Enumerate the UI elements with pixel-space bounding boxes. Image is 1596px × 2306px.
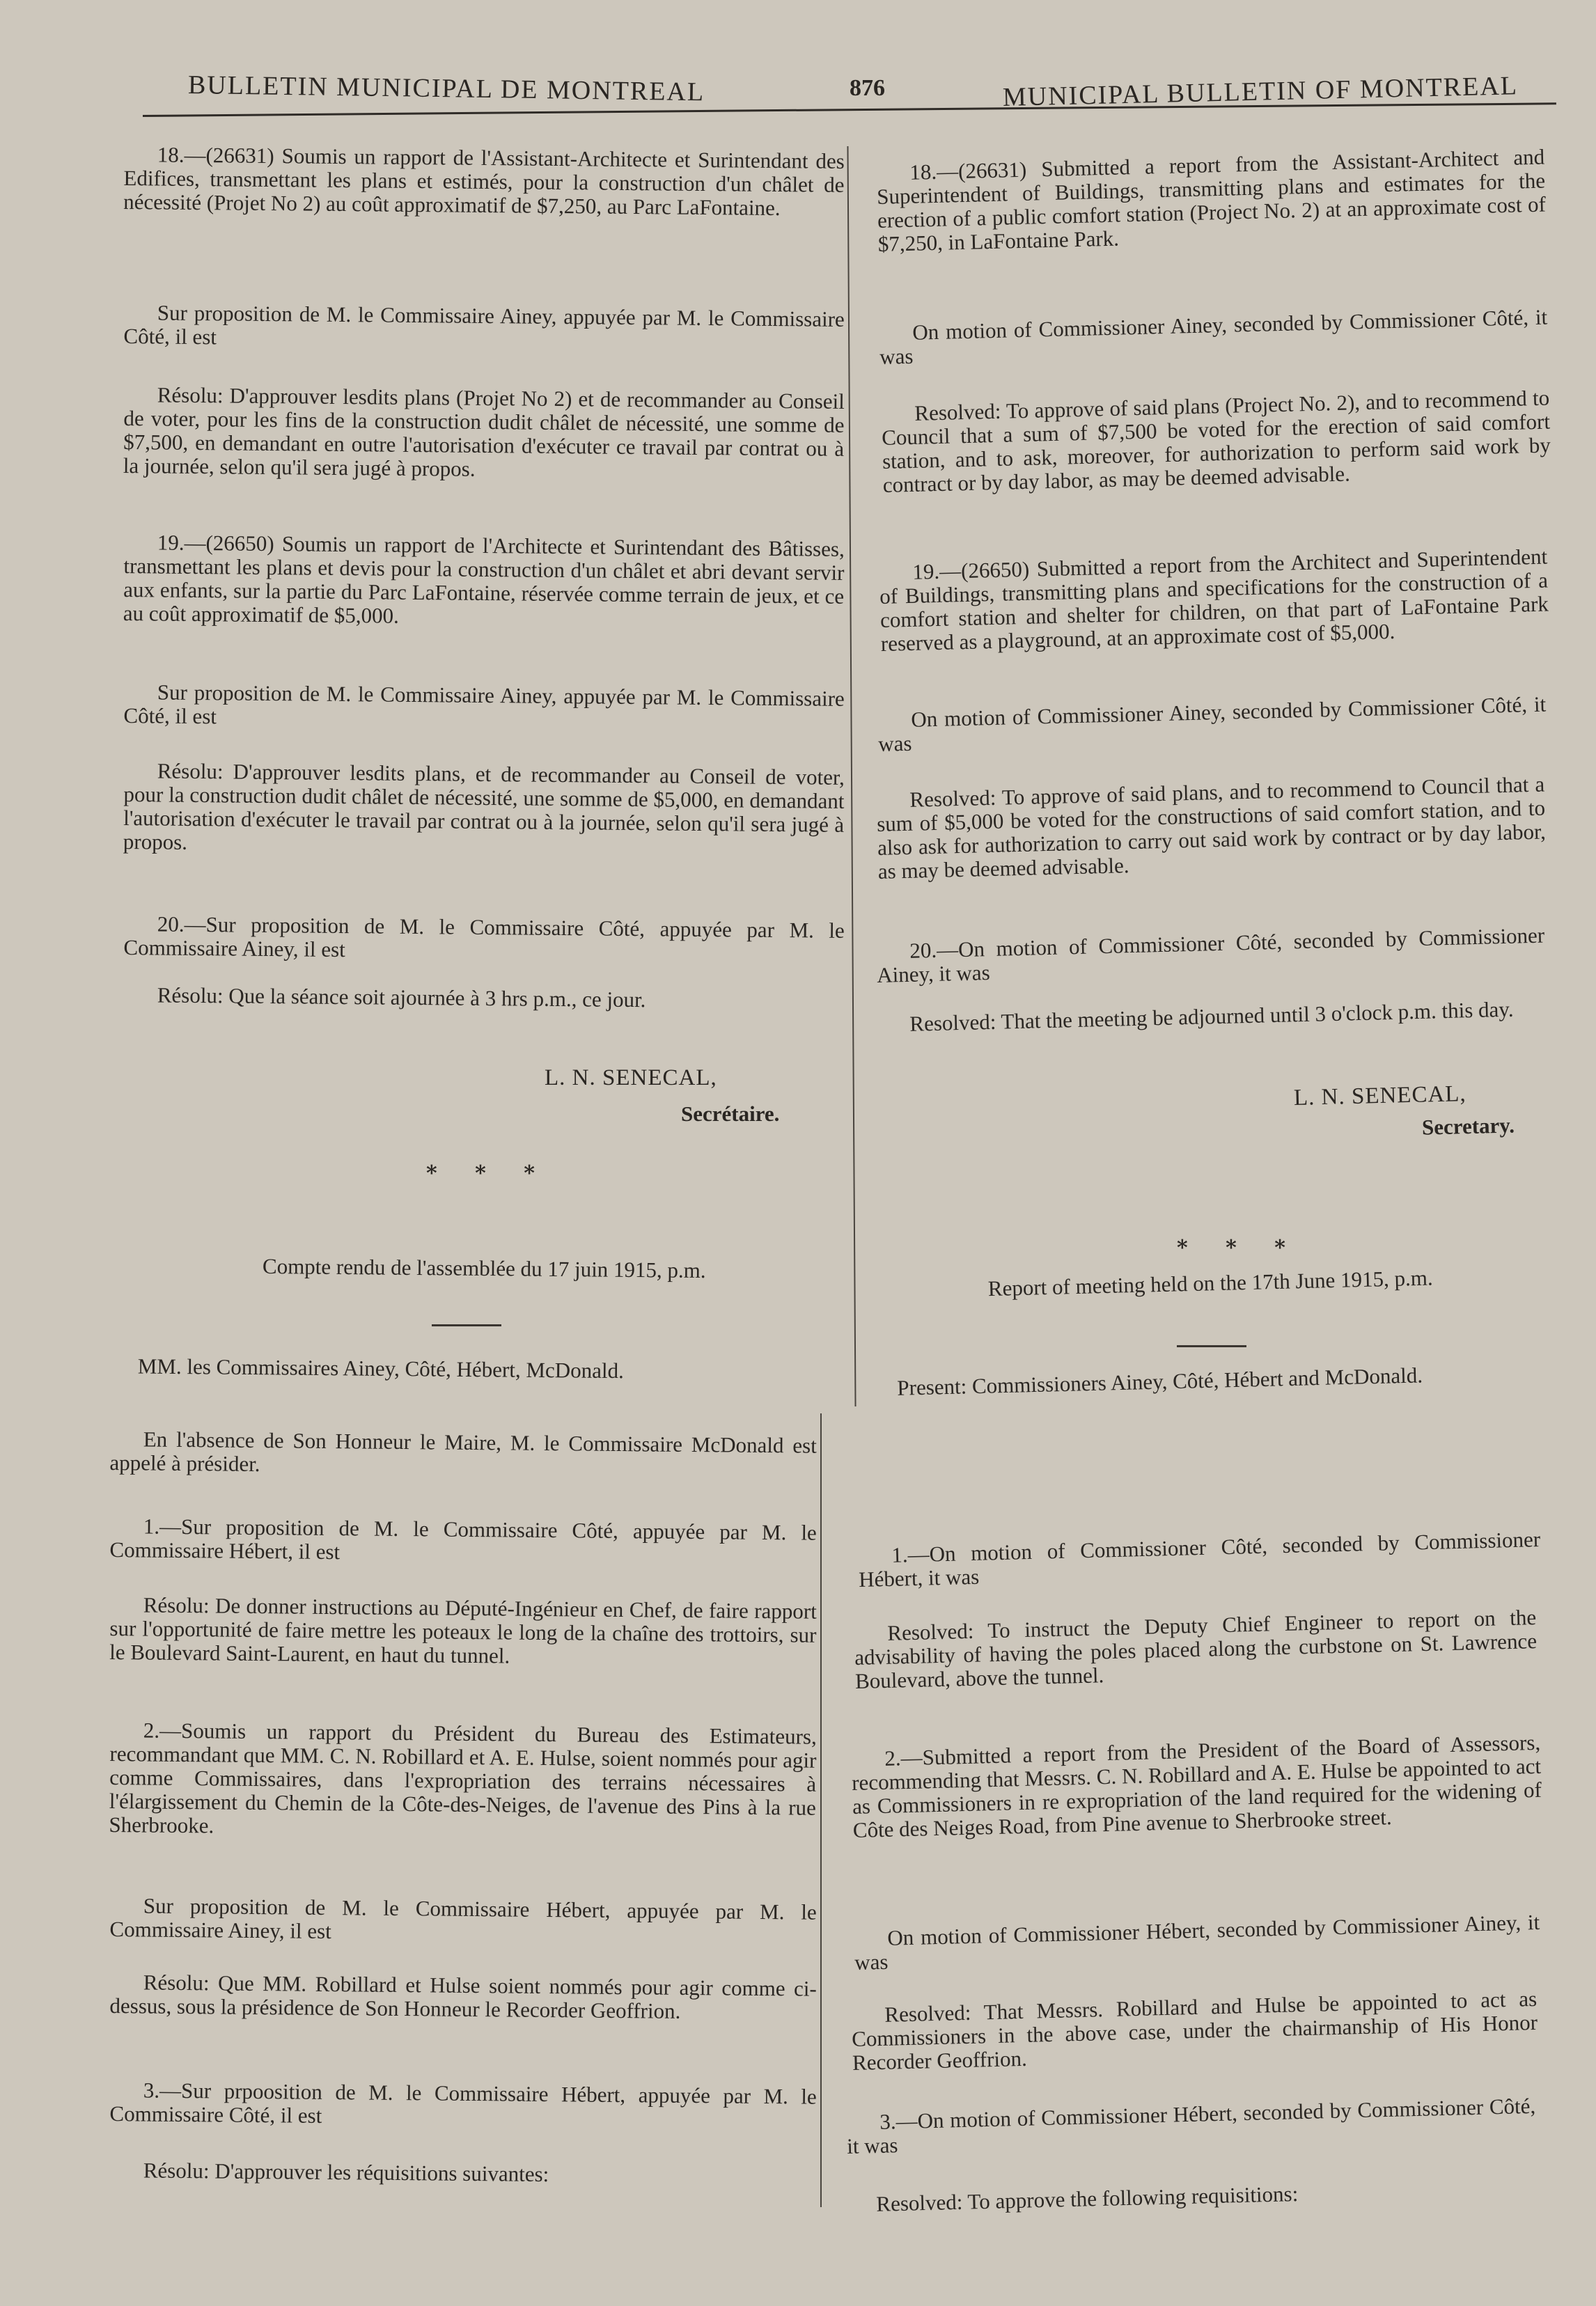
page-header — [0, 0, 1596, 118]
fr-q3: 3.—Sur prpoosition de M. le Commissaire Hébert, appuyée par M. le Commissaire Côté, il est — [109, 2078, 817, 2128]
header-title-french: BULLETIN MUNICIPAL DE MONTREAL — [187, 70, 705, 107]
fr-q1-resolution: Résolu: De donner instructions au Député-Ingénieur en Chef, de faire rapport sur l'opportunité de faire mettre les poteaux le long de la chaîne des trottoirs, sur le Boulevard Saint-Laurent, en haut du tunnel. — [109, 1592, 817, 1668]
en-q3: 3.—On motion of Commissioner Hébert, seconded by Commissioner Côté, it was — [846, 2093, 1536, 2158]
en-q2-motion: On motion of Commissioner Hébert, seconded by Commissioner Ainey, it was — [854, 1909, 1540, 1975]
header-title-english: MUNICIPAL BULLETIN OF MONTREAL — [1002, 71, 1519, 112]
en-item-18-resolution: Resolved: To approve of said plans (Project No. 2), and to recommend to Council that a sum of $7,500 be voted for the erection of said comfort station, and to ask, moreover, for authorization to perform said work by contract or by day labor, as may be deemed advisable. — [881, 385, 1551, 497]
fr-report-title: Compte rendu de l'assemblée du 17 juin 1915, p.m. — [262, 1253, 706, 1283]
header-rule — [143, 102, 1556, 117]
en-q2: 2.—Submitted a report from the President of the Board of Assessors, recommending that Messrs. C. N. Robillard and A. E. Hulse be appointed to act as Commissioners in re expropriation of the land required for the widening of Côte des Neiges Road, from Pine avenue to Sherbrooke street. — [851, 1730, 1542, 1842]
fr-item-18: 18.—(26631) Soumis un rapport de l'Assistant-Architecte et Surintendant des Edifices, transmettant les plans et estimés, pour la construction d'un châlet de nécessité (Projet No 2) au coût approximatif de $7,250, au Parc LaFontaine. — [123, 142, 845, 221]
column-divider-lower — [820, 1413, 822, 2207]
en-signature-name: L. N. SENECAL, — [1293, 1081, 1467, 1111]
fr-item-19-resolution: Résolu: D'approuver lesdits plans, et de recommander au Conseil de voter, pour la construction dudit châlet de nécessité, une somme de $5,000, en demandant l'autorisation d'exécuter le travail par contrat ou à la journée, selon qu'il sera jugé à propos. — [123, 758, 845, 854]
en-item-20-resolution: Resolved: That the meeting be adjourned until 3 o'clock p.m. this day. — [909, 996, 1514, 1036]
fr-item-20: 20.—Sur proposition de M. le Commissaire Côté, appuyée par M. le Commissaire Ainey, il est — [123, 911, 845, 962]
en-signature-title: Secretary. — [1421, 1113, 1515, 1140]
fr-item-18-resolution: Résolu: D'approuver lesdits plans (Projet No 2) et de recommander au Conseil de voter, pour les fins de la construction dudit châlet de nécessité, une somme de $7,500, en demandant en outre l'autorisation d'exécuter ce travail par contrat ou à la journée, selon qu'il sera jugé à propos. — [123, 382, 845, 481]
en-q1-resolution: Resolved: To instruct the Deputy Chief Engineer to report on the advisability of having the poles placed along the curbstone on St. Lawrence Boulevard, above the tunnel. — [854, 1605, 1538, 1693]
fr-signature-title: Secrétaire. — [681, 1101, 780, 1126]
fr-section-stars: * * * — [426, 1161, 550, 1186]
en-present: Present: Commissioners Ainey, Côté, Hébert and McDonald. — [896, 1363, 1423, 1400]
fr-short-rule — [432, 1324, 501, 1326]
en-item-20: 20.—On motion of Commissioner Côté, seconded by Commissioner Ainey, it was — [876, 923, 1545, 987]
en-section-stars: * * * — [1177, 1236, 1301, 1260]
en-item-19: 19.—(26650) Submitted a report from the Architect and Superintendent of Buildings, transmitting plans and specifications for the construction of a comfort station and shelter for children, on that part of LaFontaine Park reserved as a playground, at an approximate cost of $5,000. — [879, 544, 1549, 656]
fr-q2-motion: Sur proposition de M. le Commissaire Hébert, appuyée par M. le Commissaire Ainey, il est — [109, 1893, 817, 1944]
en-item-19-resolution: Resolved: To approve of said plans, and to recommend to Council that a sum of $5,000 be voted for the constructions of said comfort station, and to also ask for authorization to carry out said work by contract or by day labor, as may be deemed advisable. — [876, 771, 1547, 884]
en-item-18-motion: On motion of Commissioner Ainey, seconded by Commissioner Côté, it was — [879, 304, 1548, 369]
fr-present: MM. les Commissaires Ainey, Côté, Hébert, McDonald. — [137, 1354, 624, 1383]
fr-item-19-motion: Sur proposition de M. le Commissaire Ainey, appuyée par M. le Commissaire Côté, il est — [123, 680, 845, 729]
en-report-title: Report of meeting held on the 17th June 1915, p.m. — [987, 1265, 1434, 1301]
en-q3-resolution: Resolved: To approve the following requisitions: — [875, 2181, 1299, 2216]
fr-q2: 2.—Soumis un rapport du Président du Bureau des Estimateurs, recommandant que MM. C. N. Robillard et A. E. Hulse, soient nommés pour agir comme Commissaires, dans l'expropriation des terrains nécessaires à l'élargissement du Chemin de la Côte-des-Neiges, de l'avenue des Pins à la rue Sherbrooke. — [109, 1718, 817, 1838]
en-q1: 1.—On motion of Commissioner Côté, seconded by Commissioner Hébert, it was — [858, 1527, 1541, 1592]
fr-q3-resolution: Résolu: D'approuver les réquisitions suivantes: — [143, 2158, 549, 2187]
column-divider — [847, 146, 856, 1406]
fr-q2-resolution: Résolu: Que MM. Robillard et Hulse soient nommés pour agir comme ci-dessus, sous la présidence de Son Honneur le Recorder Geoffrion. — [109, 1970, 817, 2023]
fr-absence: En l'absence de Son Honneur le Maire, M. le Commissaire McDonald est appelé à présider. — [109, 1427, 817, 1477]
fr-q1: 1.—Sur proposition de M. le Commissaire Côté, appuyée par M. le Commissaire Hébert, il est — [109, 1514, 817, 1564]
page-number: 876 — [850, 75, 885, 101]
en-short-rule — [1177, 1345, 1246, 1347]
fr-item-18-motion: Sur proposition de M. le Commissaire Ainey, appuyée par M. le Commissaire Côté, il est — [123, 300, 845, 350]
en-q2-resolution: Resolved: That Messrs. Robillard and Hulse be appointed to act as Commissioners in the above case, under the chairmanship of His Honor Recorder Geoffrion. — [851, 1986, 1538, 2075]
en-item-18: 18.—(26631) Submitted a report from the Assistant-Architect and Superintendent of Buildings, transmitting plans and estimates for the erection of a public comfort station (Project No. 2) at an approximate cost of $7,250, in LaFontaine Park. — [876, 144, 1547, 256]
fr-item-19: 19.—(26650) Soumis un rapport de l'Architecte et Surintendant des Bâtisses, transmettant les plans et devis pour la construction d'un châlet et abri devant servir aux enfants, sur la partie du Parc LaFontaine, réservée comme terrain de jeux, et ce au coût approximatif de $5,000. — [123, 530, 845, 628]
fr-signature-name: L. N. SENECAL, — [545, 1065, 717, 1090]
fr-item-20-resolution: Résolu: Que la séance soit ajournée à 3 hrs p.m., ce jour. — [157, 982, 646, 1012]
en-item-19-motion: On motion of Commissioner Ainey, seconded by Commissioner Côté, it was — [877, 691, 1547, 756]
